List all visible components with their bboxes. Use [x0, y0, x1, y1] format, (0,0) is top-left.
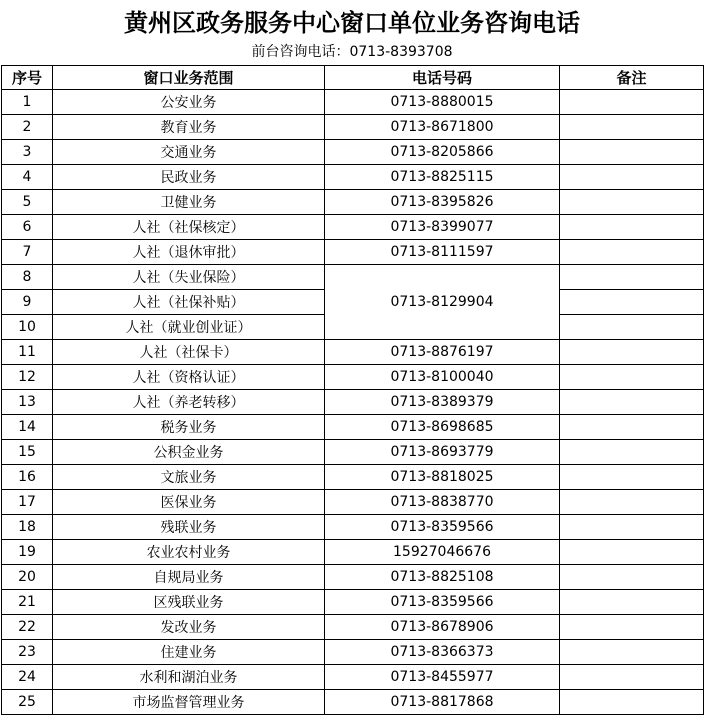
cell-phone[interactable]: 0713-8359566 [325, 515, 560, 540]
cell-no[interactable]: 18 [2, 515, 53, 540]
header-note[interactable]: 备注 [560, 66, 704, 90]
cell-scope[interactable]: 医保业务 [53, 490, 325, 515]
table-row [2, 365, 704, 390]
header-phone[interactable]: 电话号码 [325, 66, 560, 90]
cell-scope[interactable]: 人社（社保补贴） [53, 290, 325, 315]
cell-scope[interactable]: 区残联业务 [53, 590, 325, 615]
cell-phone-merged[interactable]: 0713-8129904 [325, 265, 560, 340]
cell-phone[interactable]: 0713-8111597 [325, 240, 560, 265]
header-scope[interactable]: 窗口业务范围 [53, 66, 325, 90]
cell-phone[interactable]: 0713-8693779 [325, 440, 560, 465]
cell-note[interactable] [560, 390, 704, 415]
cell-no[interactable]: 1 [2, 90, 53, 115]
cell-note[interactable] [560, 665, 704, 690]
cell-no[interactable]: 8 [2, 265, 53, 290]
cell-phone[interactable]: 15927046676 [325, 540, 560, 565]
table-row [2, 215, 704, 240]
table-row [2, 390, 704, 415]
table-row [2, 640, 704, 665]
cell-phone[interactable]: 0713-8818025 [325, 465, 560, 490]
table-row [2, 240, 704, 265]
cell-phone[interactable]: 0713-8817868 [325, 690, 560, 715]
table-row [2, 265, 704, 290]
table-row [2, 515, 704, 540]
table-row [2, 565, 704, 590]
cell-scope[interactable]: 人社（失业保险） [53, 265, 325, 290]
cell-no[interactable]: 15 [2, 440, 53, 465]
cell-phone[interactable]: 0713-8838770 [325, 490, 560, 515]
cell-note[interactable] [560, 565, 704, 590]
table-row [2, 465, 704, 490]
table-row [2, 440, 704, 465]
cell-phone[interactable]: 0713-8876197 [325, 340, 560, 365]
cell-scope[interactable]: 教育业务 [53, 115, 325, 140]
cell-scope[interactable]: 人社（资格认证） [53, 365, 325, 390]
cell-no[interactable]: 14 [2, 415, 53, 440]
cell-phone[interactable]: 0713-8389379 [325, 390, 560, 415]
table-row [2, 140, 704, 165]
cell-phone[interactable]: 0713-8671800 [325, 115, 560, 140]
table-row [2, 690, 704, 715]
cell-scope[interactable]: 水利和湖泊业务 [53, 665, 325, 690]
table-row [2, 590, 704, 615]
table-row [2, 90, 704, 115]
cell-note[interactable] [560, 640, 704, 665]
cell-note[interactable] [560, 165, 704, 190]
phone-table [1, 65, 704, 715]
cell-phone[interactable]: 0713-8678906 [325, 615, 560, 640]
cell-no[interactable]: 12 [2, 365, 53, 390]
cell-no[interactable]: 7 [2, 240, 53, 265]
table-row [2, 415, 704, 440]
cell-no[interactable]: 20 [2, 565, 53, 590]
cell-note[interactable] [560, 690, 704, 715]
cell-note[interactable] [560, 365, 704, 390]
cell-no[interactable]: 25 [2, 690, 53, 715]
cell-scope[interactable]: 残联业务 [53, 515, 325, 540]
cell-note[interactable] [560, 615, 704, 640]
table-row [2, 340, 704, 365]
table-row [2, 115, 704, 140]
cell-no[interactable]: 24 [2, 665, 53, 690]
cell-phone[interactable]: 0713-8825115 [325, 165, 560, 190]
cell-no[interactable]: 5 [2, 190, 53, 215]
table-row [2, 615, 704, 640]
cell-phone[interactable]: 0713-8698685 [325, 415, 560, 440]
cell-note[interactable] [560, 290, 704, 315]
cell-phone[interactable]: 0713-8825108 [325, 565, 560, 590]
cell-no[interactable]: 11 [2, 340, 53, 365]
cell-scope[interactable]: 公积金业务 [53, 440, 325, 465]
cell-no[interactable]: 16 [2, 465, 53, 490]
cell-note[interactable] [560, 115, 704, 140]
cell-no[interactable]: 19 [2, 540, 53, 565]
cell-scope[interactable]: 人社（社保卡） [53, 340, 325, 365]
cell-scope[interactable]: 公安业务 [53, 90, 325, 115]
table-row [2, 165, 704, 190]
cell-phone[interactable]: 0713-8359566 [325, 590, 560, 615]
cell-note[interactable] [560, 415, 704, 440]
cell-scope[interactable]: 税务业务 [53, 415, 325, 440]
cell-scope[interactable]: 民政业务 [53, 165, 325, 190]
cell-note[interactable] [560, 90, 704, 115]
cell-scope[interactable]: 发改业务 [53, 615, 325, 640]
cell-no[interactable]: 9 [2, 290, 53, 315]
header-no[interactable]: 序号 [2, 66, 53, 90]
cell-no[interactable]: 22 [2, 615, 53, 640]
cell-scope[interactable]: 人社（就业创业证） [53, 315, 325, 340]
cell-no[interactable]: 21 [2, 590, 53, 615]
cell-scope[interactable]: 交通业务 [53, 140, 325, 165]
cell-phone[interactable]: 0713-8205866 [325, 140, 560, 165]
cell-scope[interactable]: 自规局业务 [53, 565, 325, 590]
cell-scope[interactable]: 人社（社保核定） [53, 215, 325, 240]
cell-no[interactable]: 4 [2, 165, 53, 190]
cell-no[interactable]: 13 [2, 390, 53, 415]
cell-no[interactable]: 17 [2, 490, 53, 515]
cell-no[interactable]: 3 [2, 140, 53, 165]
cell-scope[interactable]: 卫健业务 [53, 190, 325, 215]
table-row [2, 540, 704, 565]
cell-phone[interactable]: 0713-8395826 [325, 190, 560, 215]
cell-scope[interactable]: 农业农村业务 [53, 540, 325, 565]
cell-phone[interactable]: 0713-8399077 [325, 215, 560, 240]
cell-phone[interactable]: 0713-8880015 [325, 90, 560, 115]
cell-phone[interactable]: 0713-8455977 [325, 665, 560, 690]
table-row [2, 490, 704, 515]
cell-note[interactable] [560, 340, 704, 365]
cell-scope[interactable]: 住建业务 [53, 640, 325, 665]
cell-scope[interactable]: 人社（养老转移） [53, 390, 325, 415]
cell-note[interactable] [560, 315, 704, 340]
cell-note[interactable] [560, 515, 704, 540]
cell-note[interactable] [560, 540, 704, 565]
cell-note[interactable] [560, 490, 704, 515]
cell-phone[interactable]: 0713-8366373 [325, 640, 560, 665]
table-row [2, 665, 704, 690]
cell-no[interactable]: 2 [2, 115, 53, 140]
cell-no[interactable]: 23 [2, 640, 53, 665]
cell-note[interactable] [560, 215, 704, 240]
cell-note[interactable] [560, 590, 704, 615]
cell-scope[interactable]: 市场监督管理业务 [53, 690, 325, 715]
cell-note[interactable] [560, 240, 704, 265]
cell-note[interactable] [560, 440, 704, 465]
cell-phone[interactable]: 0713-8100040 [325, 365, 560, 390]
cell-no[interactable]: 6 [2, 215, 53, 240]
header-row [2, 66, 704, 90]
cell-note[interactable] [560, 190, 704, 215]
cell-note[interactable] [560, 265, 704, 290]
cell-scope[interactable]: 文旅业务 [53, 465, 325, 490]
cell-no[interactable]: 10 [2, 315, 53, 340]
cell-scope[interactable]: 人社（退休审批） [53, 240, 325, 265]
front-desk-phone: 前台咨询电话：0713-8393708 [251, 44, 453, 60]
cell-note[interactable] [560, 140, 704, 165]
page-title: 黄州区政务服务中心窗口单位业务咨询电话 [124, 9, 580, 37]
cell-note[interactable] [560, 465, 704, 490]
table-row [2, 190, 704, 215]
